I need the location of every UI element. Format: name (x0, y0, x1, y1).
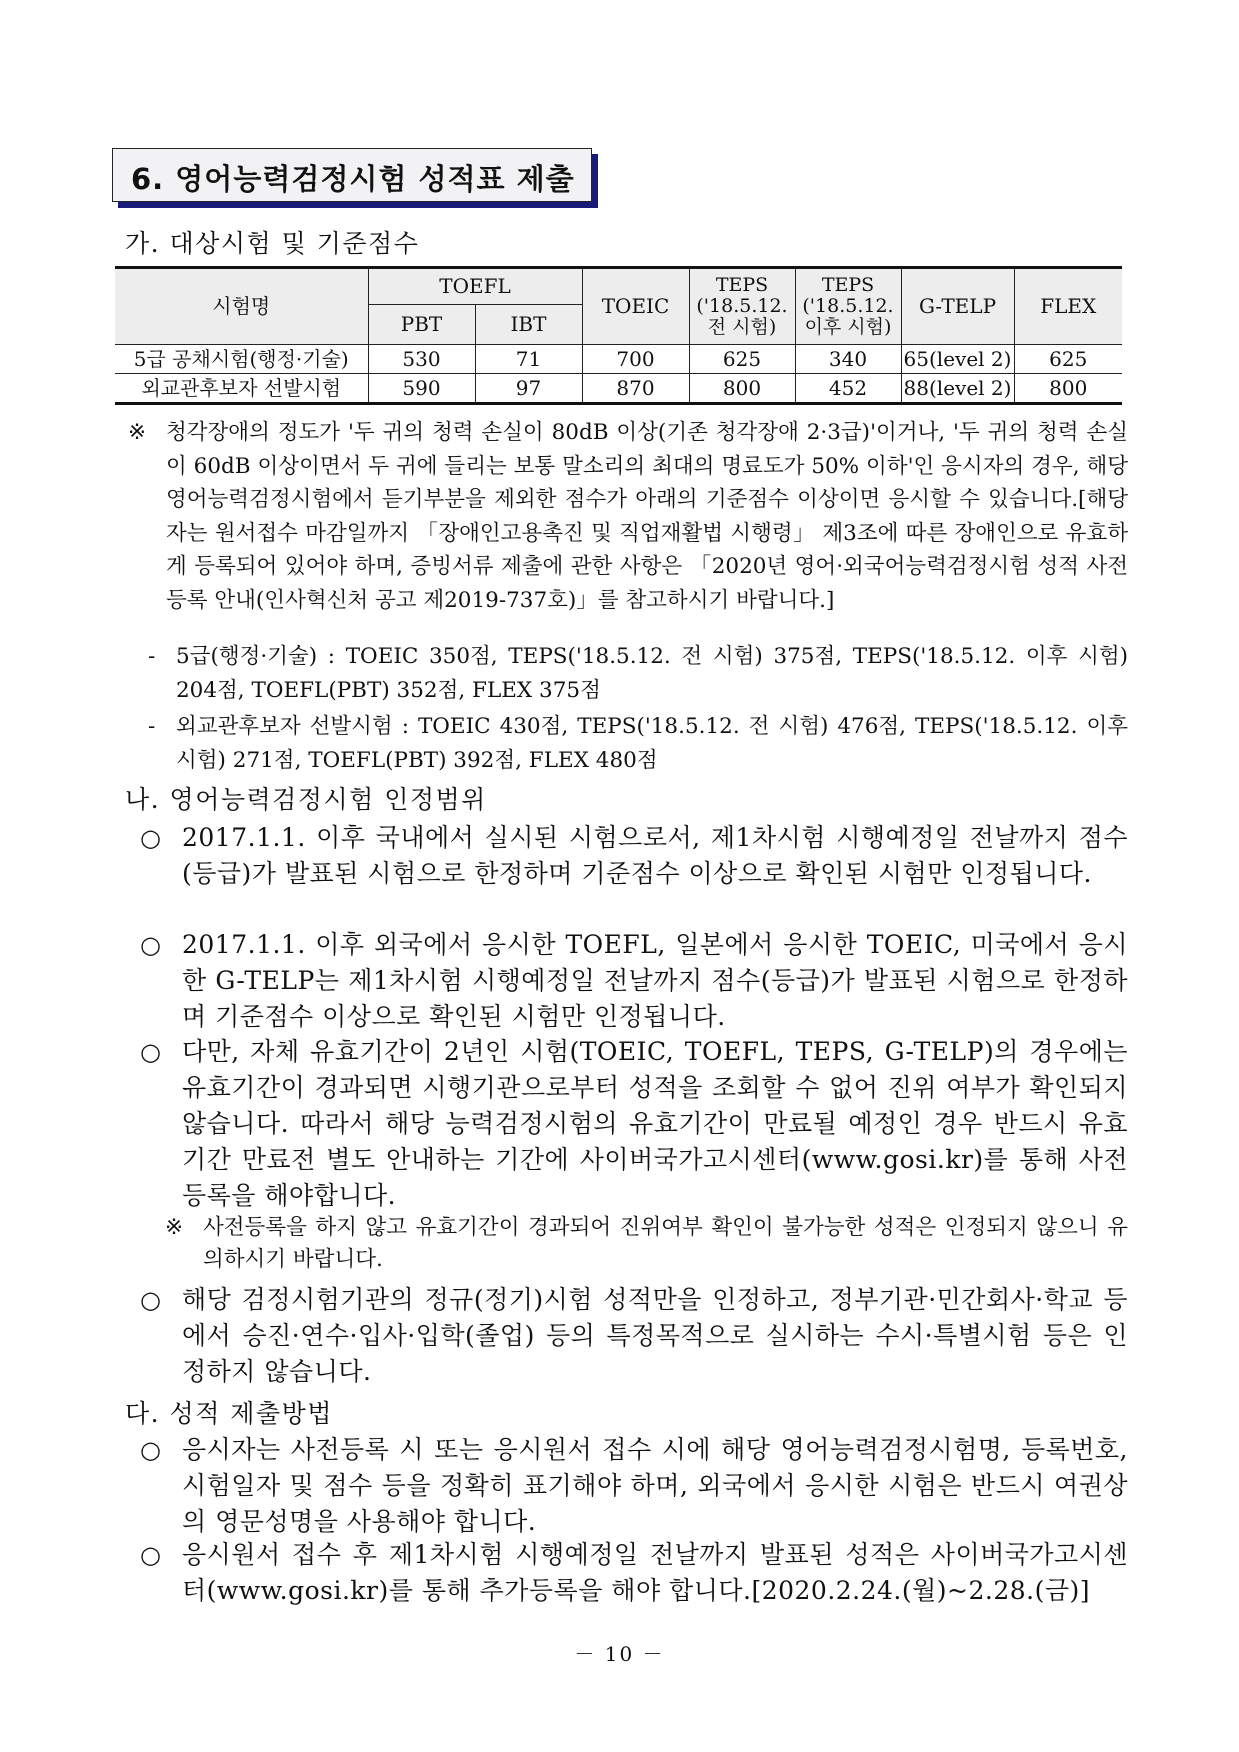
table-row (115, 345, 1122, 374)
list-item-text: 해당 검정시험기관의 정규(정기)시험 성적만을 인정하고, 정부기관·민간회사·학교 등에서 승진·연수·입사·입학(졸업) 등의 특정목적으로 실시하는 수시·특별시험 등은 인정하지 않습니다. (182, 1285, 1128, 1386)
registration-subnote (165, 1212, 1128, 1276)
cell-gtelp: 88(level 2) (901, 374, 1014, 404)
subheading-c: 다. 성적 제출방법 (125, 1399, 333, 1428)
row-name: 5급 공채시험(행정·기술) (115, 345, 368, 374)
teps-before-line3: 전 시험) (707, 315, 777, 338)
list-item (140, 820, 1128, 892)
header-exam-name: 시험명 (115, 268, 368, 345)
list-item (140, 1282, 1128, 1390)
cell-teps-after: 340 (795, 345, 901, 374)
cell-pbt: 590 (368, 374, 475, 404)
list-item-text: 응시자는 사전등록 시 또는 응시원서 접수 시에 해당 영어능력검정시험명, 등록번호, 시험일자 및 점수 등을 정확히 표기해야 하며, 외국에서 응시한 시험은 반드시 여권상의 영문성명을 사용해야 합니다. (182, 1435, 1128, 1536)
dash-mark: - (148, 714, 156, 739)
header-toeic: TOEIC (582, 268, 689, 345)
dash-item (148, 710, 1128, 777)
cell-ibt: 71 (475, 345, 582, 374)
section-title-box (112, 148, 592, 202)
dash-mark: - (148, 644, 156, 669)
teps-before-line2: ('18.5.12. (696, 295, 788, 318)
list-item (140, 927, 1128, 1035)
table-row (115, 374, 1122, 404)
bullet-mark: ○ (140, 1541, 161, 1569)
dash-item (148, 640, 1128, 707)
list-item (140, 1432, 1128, 1540)
teps-after-line2: ('18.5.12. (802, 295, 894, 318)
cell-flex: 625 (1014, 345, 1122, 374)
teps-before-line1: TEPS (715, 274, 769, 297)
list-item-text: 2017.1.1. 이후 외국에서 응시한 TOEFL, 일본에서 응시한 TOEIC, 미국에서 응시한 G-TELP는 제1차시험 시행예정일 전날까지 점수(등급)가 발표된 시험으로 한정하며 기준점수 이상으로 확인된 시험만 인정됩니다. (182, 930, 1128, 1031)
bullet-mark: ○ (140, 931, 161, 959)
dash-text: 외교관후보자 선발시험 : TOEIC 430점, TEPS('18.5.12. 전 시험) 476점, TEPS('18.5.12. 이후 시험) 271점, TOEFL(PBT) 392점, FLEX 480점 (176, 714, 1128, 773)
cell-teps-before: 625 (689, 345, 795, 374)
bullet-mark: ○ (140, 1436, 161, 1464)
cell-gtelp: 65(level 2) (901, 345, 1014, 374)
list-item-text: 다만, 자체 유효기간이 2년인 시험(TOEIC, TOEFL, TEPS, G-TELP)의 경우에는 유효기간이 경과되면 시행기관으로부터 성적을 조회할 수 없어 진위 여부가 확인되지 않습니다. 따라서 해당 능력검정시험의 유효기간이 만료될 예정인 경우 반드시 유효기간 만료전 별도 안내하는 기간에 사이버국가고시센터(www.gosi.kr)를 통해 사전등록을 해야합니다. (182, 1037, 1128, 1210)
list-item-text: 응시원서 접수 후 제1차시험 시행예정일 전날까지 발표된 성적은 사이버국가고시센터(www.gosi.kr)를 통해 추가등록을 해야 합니다.[2020.2.24.(월)~2.28.(금)] (182, 1540, 1128, 1605)
list-item-text: 2017.1.1. 이후 국내에서 실시된 시험으로서, 제1차시험 시행예정일 전날까지 점수(등급)가 발표된 시험으로 한정하며 기준점수 이상으로 확인된 시험만 인정됩니다. (182, 823, 1128, 888)
subheading-a: 가. 대상시험 및 기준점수 (125, 229, 420, 258)
score-table (115, 266, 1122, 405)
subnote-mark: ※ (165, 1215, 184, 1240)
note-mark: ※ (128, 420, 147, 445)
bullet-mark: ○ (140, 824, 161, 852)
cell-flex: 800 (1014, 374, 1122, 404)
subnote-text: 사전등록을 하지 않고 유효기간이 경과되어 진위여부 확인이 불가능한 성적은 인정되지 않으니 유의하시기 바랍니다. (203, 1215, 1128, 1272)
bullet-mark: ○ (140, 1038, 161, 1066)
header-teps-before (689, 268, 795, 345)
cell-teps-after: 452 (795, 374, 901, 404)
page-number: － 10 － (574, 1642, 665, 1666)
header-teps-after (795, 268, 901, 345)
header-gtelp: G-TELP (901, 268, 1014, 345)
cell-teps-before: 800 (689, 374, 795, 404)
bullet-mark: ○ (140, 1286, 161, 1314)
hearing-impairment-note (128, 416, 1128, 617)
teps-after-line3: 이후 시험) (804, 315, 892, 338)
header-toefl: TOEFL (368, 268, 582, 305)
list-item (140, 1034, 1128, 1214)
cell-ibt: 97 (475, 374, 582, 404)
header-pbt: PBT (368, 305, 475, 345)
teps-after-line1: TEPS (821, 274, 875, 297)
row-name: 외교관후보자 선발시험 (115, 374, 368, 404)
note-text: 청각장애의 정도가 '두 귀의 청력 손실이 80dB 이상(기존 청각장애 2·3급)'이거나, '두 귀의 청력 손실이 60dB 이상이면서 두 귀에 들리는 보통 말소리의 최대의 명료도가 50% 이하'인 응시자의 경우, 해당 영어능력검정시험에서 듣기부분을 제외한 점수가 아래의 기준점수 이상이면 응시할 수 있습니다.[해당자는 원서접수 마감일까지 「장애인고용촉진 및 직업재활법 시행령」 제3조에 따른 장애인으로 유효하게 등록되어 있어야 하며, 증빙서류 제출에 관한 사항은 「2020년 영어·외국어능력검정시험 성적 사전등록 안내(인사혁신처 공고 제2019-737호)」를 참고하시기 바랍니다.] (166, 420, 1128, 613)
header-flex: FLEX (1014, 268, 1122, 345)
cell-toeic: 700 (582, 345, 689, 374)
dash-text: 5급(행정·기술) : TOEIC 350점, TEPS('18.5.12. 전 시험) 375점, TEPS('18.5.12. 이후 시험) 204점, TOEFL(PBT) 352점, FLEX 375점 (176, 644, 1128, 703)
header-ibt: IBT (475, 305, 582, 345)
subheading-b: 나. 영어능력검정시험 인정범위 (125, 785, 487, 814)
section-title: 6. 영어능력검정시험 성적표 제출 (131, 162, 575, 196)
cell-pbt: 530 (368, 345, 475, 374)
list-item (140, 1537, 1128, 1609)
cell-toeic: 870 (582, 374, 689, 404)
